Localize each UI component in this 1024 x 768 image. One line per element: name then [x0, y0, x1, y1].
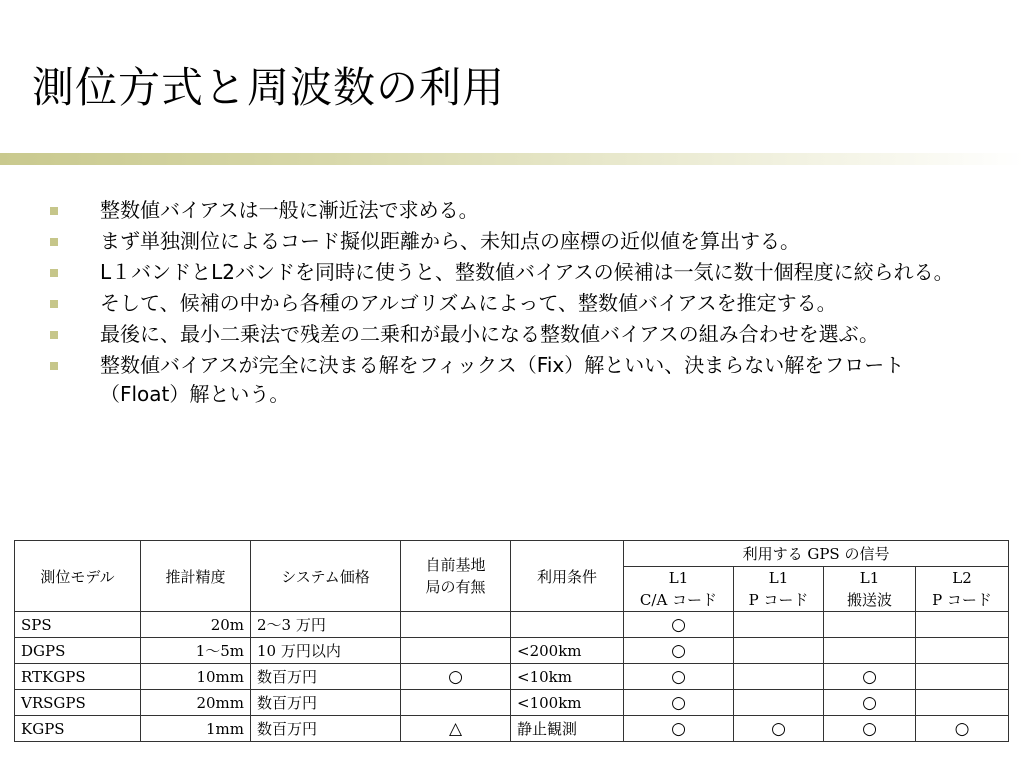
- cell-signal: [916, 664, 1009, 690]
- cell-accuracy: 20mm: [141, 690, 251, 716]
- cell-model: SPS: [15, 612, 141, 638]
- square-bullet-icon: [50, 362, 58, 370]
- cell-base: [401, 690, 511, 716]
- square-bullet-icon: [50, 269, 58, 277]
- cell-signal: [734, 638, 824, 664]
- header-model: 測位モデル: [15, 541, 141, 612]
- signal-type: P コード: [748, 591, 809, 609]
- cell-base: [401, 638, 511, 664]
- cell-signal: [916, 612, 1009, 638]
- header-gps-signals: 利用する GPS の信号: [624, 541, 1009, 567]
- slide-title: 測位方式と周波数の利用: [32, 63, 506, 112]
- bullet-text: まず単独測位によるコード擬似距離から、未知点の座標の近似値を算出する。: [100, 229, 800, 253]
- cell-signal: [824, 638, 916, 664]
- cell-signal: [734, 612, 824, 638]
- header-accuracy: 推計精度: [141, 541, 251, 612]
- cell-signal: [734, 664, 824, 690]
- signal-band: L2: [952, 569, 972, 587]
- cell-signal: ○: [824, 716, 916, 742]
- cell-signal: [824, 612, 916, 638]
- bullet-text: そして、候補の中から各種のアルゴリズムによって、整数値バイアスを推定する。: [100, 291, 837, 315]
- table-row: [15, 716, 1009, 742]
- cell-accuracy: 1～5m: [141, 638, 251, 664]
- cell-signal: ○: [624, 638, 734, 664]
- table-row: [15, 664, 1009, 690]
- title-divider: [0, 153, 1024, 165]
- bullet-item: [48, 258, 968, 287]
- cell-signal: ○: [624, 664, 734, 690]
- square-bullet-icon: [50, 207, 58, 215]
- table-row: [15, 638, 1009, 664]
- cell-signal: ○: [624, 612, 734, 638]
- header-conditions: 利用条件: [511, 541, 624, 612]
- cell-base: [401, 612, 511, 638]
- cell-base: △: [401, 716, 511, 742]
- cell-model: KGPS: [15, 716, 141, 742]
- cell-price: 2～3 万円: [251, 612, 401, 638]
- cell-accuracy: 1mm: [141, 716, 251, 742]
- table-row: [15, 612, 1009, 638]
- cell-signal: ○: [824, 664, 916, 690]
- cell-conditions: 静止観測: [511, 716, 624, 742]
- bullet-text: 整数値バイアスが完全に決まる解をフィックス（Fix）解といい、決まらない解をフロート（Float）解という。: [100, 353, 905, 406]
- table-row: [15, 690, 1009, 716]
- bullet-item: [48, 227, 968, 256]
- cell-conditions: [511, 612, 624, 638]
- square-bullet-icon: [50, 331, 58, 339]
- cell-signal: [916, 690, 1009, 716]
- cell-model: VRSGPS: [15, 690, 141, 716]
- cell-model: RTKGPS: [15, 664, 141, 690]
- cell-price: 10 万円以内: [251, 638, 401, 664]
- cell-price: 数百万円: [251, 690, 401, 716]
- cell-price: 数百万円: [251, 664, 401, 690]
- header-price: システム価格: [251, 541, 401, 612]
- cell-conditions: <100km: [511, 690, 624, 716]
- header-signal-l1-ca: [624, 567, 734, 612]
- cell-accuracy: 10mm: [141, 664, 251, 690]
- bullet-text: L１バンドとL2バンドを同時に使うと、整数値バイアスの候補は一気に数十個程度に絞られる。: [100, 260, 954, 284]
- cell-signal: ○: [624, 690, 734, 716]
- header-signal-l1-p: [734, 567, 824, 612]
- cell-signal: [916, 638, 1009, 664]
- signal-band: L1: [859, 569, 880, 587]
- bullet-list: [48, 196, 968, 411]
- header-signal-l2-p: [916, 567, 1009, 612]
- cell-signal: ○: [624, 716, 734, 742]
- cell-signal: ○: [734, 716, 824, 742]
- signal-type: C/A コード: [639, 591, 718, 609]
- cell-signal: ○: [824, 690, 916, 716]
- bullet-item: [48, 289, 968, 318]
- cell-base: ○: [401, 664, 511, 690]
- square-bullet-icon: [50, 300, 58, 308]
- header-base-line2: 局の有無: [425, 578, 486, 596]
- signal-type: 搬送波: [846, 591, 892, 609]
- bullet-item: [48, 320, 968, 349]
- signal-band: L1: [768, 569, 789, 587]
- cell-signal: ○: [916, 716, 1009, 742]
- bullet-item: [48, 351, 968, 409]
- cell-conditions: <10km: [511, 664, 624, 690]
- header-base-line1: 自前基地: [425, 556, 486, 574]
- cell-signal: [734, 690, 824, 716]
- bullet-text: 整数値バイアスは一般に漸近法で求める。: [100, 198, 479, 222]
- cell-accuracy: 20m: [141, 612, 251, 638]
- cell-price: 数百万円: [251, 716, 401, 742]
- square-bullet-icon: [50, 238, 58, 246]
- cell-model: DGPS: [15, 638, 141, 664]
- positioning-methods-table: [14, 540, 1009, 742]
- bullet-text: 最後に、最小二乗法で残差の二乗和が最小になる整数値バイアスの組み合わせを選ぶ。: [100, 322, 879, 346]
- bullet-item: [48, 196, 968, 225]
- signal-band: L1: [668, 569, 689, 587]
- cell-conditions: <200km: [511, 638, 624, 664]
- header-base-station: [401, 541, 511, 612]
- header-signal-l1-carrier: [824, 567, 916, 612]
- signal-type: P コード: [932, 591, 992, 609]
